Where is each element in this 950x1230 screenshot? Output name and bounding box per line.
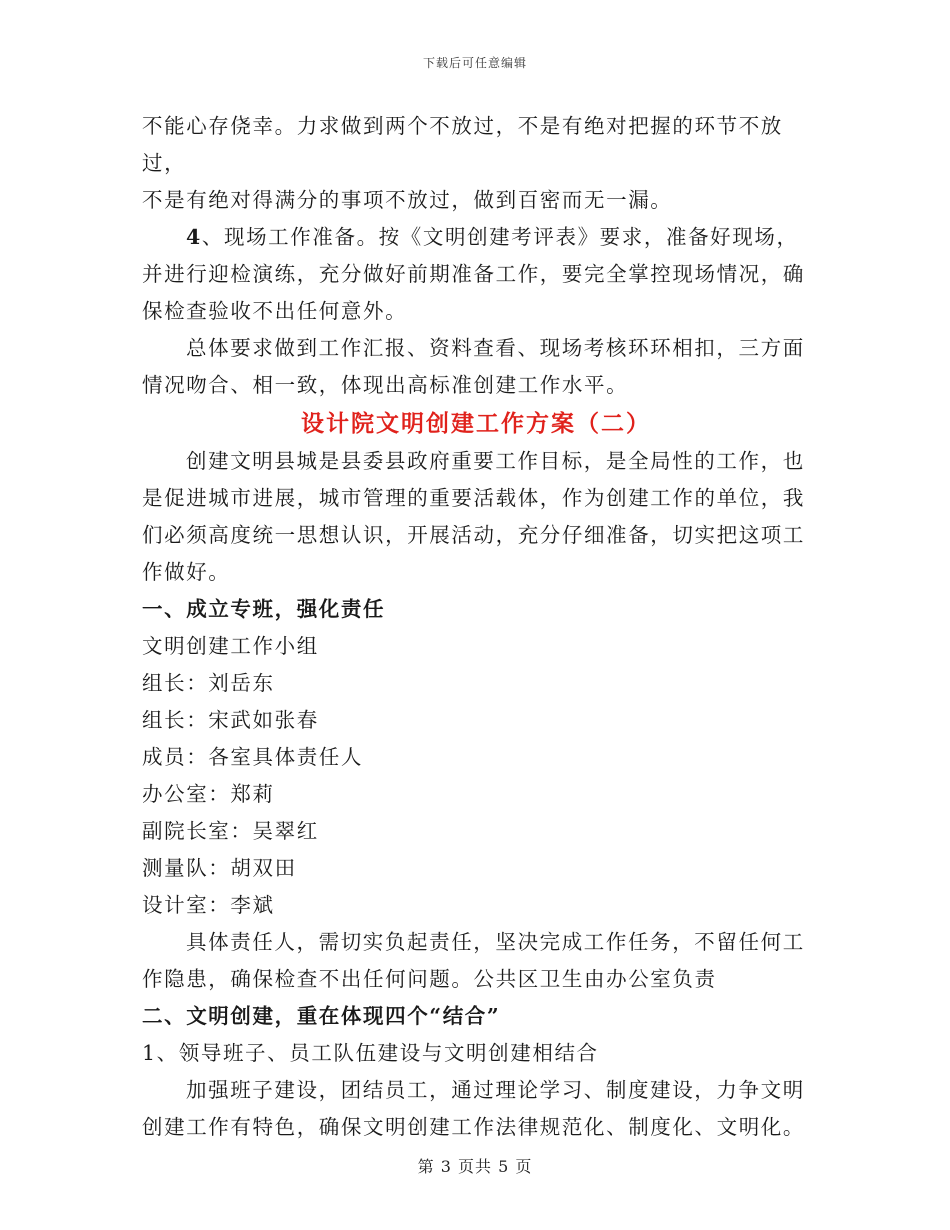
- member-line: 测量队：胡双田: [142, 856, 297, 880]
- page-footer: 第 3 页共 5 页: [417, 1157, 533, 1176]
- member-line: 组长：刘岳东: [142, 671, 275, 695]
- group-name: 文明创建工作小组: [142, 634, 319, 658]
- member-line: 办公室：郑莉: [142, 782, 275, 806]
- subsection-heading-1: 1、领导班子、员工队伍建设与文明创建相结合: [142, 1041, 599, 1065]
- member-line: 副院长室：吴翠红: [142, 819, 319, 843]
- document-title: 设计院文明创建工作方案（二）: [301, 410, 651, 437]
- section-heading-1: 一、成立专班，强化责任: [142, 597, 386, 621]
- paragraph-responsibility: 具体责任人，需切实负起责任，坚决完成工作任务，不留任何工作隐患，确保检查不出任何问题。公共区卫生由办公室负责: [142, 930, 805, 991]
- paragraph-site-preparation: [142, 219, 810, 330]
- member-line: 成员：各室具体责任人: [142, 745, 363, 769]
- paragraph-leadership: 加强班子建设，团结员工，通过理论学习、制度建设，力争文明创建工作有特色，确保文明创建工作法律规范化、制度化、文明化。: [142, 1078, 805, 1139]
- header-note: 下载后可任意编辑: [422, 56, 527, 70]
- section-heading-2: 二、文明创建，重在体现四个“结合”: [142, 1004, 501, 1028]
- document-body: [142, 108, 810, 1146]
- item-number: 4: [186, 225, 202, 249]
- paragraph-overall-requirement: 总体要求做到工作汇报、资料查看、现场考核环环相扣，三方面情况吻合、相一致，体现出高标准创建工作水平。: [142, 336, 805, 397]
- member-line: 组长：宋武如张春: [142, 708, 319, 732]
- member-line: 设计室：李斌: [142, 893, 275, 917]
- paragraph-continuation-line-2: 不是有绝对得满分的事项不放过，做到百密而无一漏。: [142, 188, 673, 212]
- item-text: 、现场工作准备。按《文明创建考评表》要求，准备好现场，并进行迎检演练，充分做好前期准备工作，要完全掌控现场情况，确保检查验收不出任何意外。: [142, 225, 805, 323]
- paragraph-intro: 创建文明县城是县委县政府重要工作目标，是全局性的工作，也是促进城市进展，城市管理的重要活载体，作为创建工作的单位，我们必须高度统一思想认识，开展活动，充分仔细准备，切实把这项工作做好。: [142, 449, 805, 584]
- paragraph-continuation-line-1: 不能心存侥幸。力求做到两个不放过，不是有绝对把握的环节不放过，: [142, 114, 783, 175]
